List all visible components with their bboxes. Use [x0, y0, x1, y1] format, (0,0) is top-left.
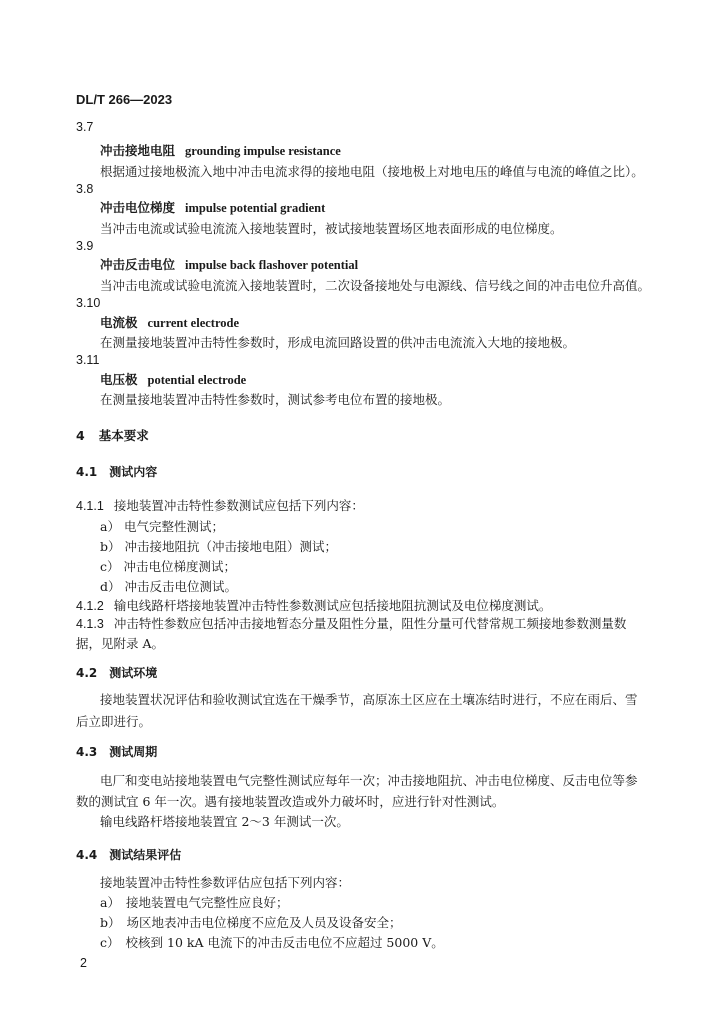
paragraph-line: 电厂和变电站接地装置电气完整性测试应每年一次；冲击接地阻抗、冲击电位梯度、反击电位等参 [100, 773, 638, 788]
paragraph-line: 接地装置状况评估和验收测试宜选在干燥季节，高原冻土区应在土壤冻结时进行，不应在雨后、雪 [100, 692, 638, 707]
clause-4-1-3 [76, 614, 626, 632]
term-title [100, 313, 239, 331]
list-label: b） [100, 539, 121, 554]
subsection-title: 测试结果评估 [109, 848, 182, 862]
list-item [100, 517, 224, 535]
section-title: 基本要求 [98, 428, 149, 443]
paragraph-line: 输电线路杆塔接地装置宜 2～3 年测试一次。 [100, 814, 349, 829]
list-text: 冲击接地阻抗（冲击接地电阻）测试； [124, 539, 338, 554]
page-number: 2 [80, 956, 87, 970]
term-number: 3.8 [76, 182, 94, 196]
subsection-number: 4.4 [76, 848, 98, 862]
list-text: 接地装置电气完整性应良好； [125, 895, 289, 910]
list-item [100, 893, 288, 911]
subsection-title: 测试环境 [109, 666, 158, 680]
term-definition: 当冲击电流或试验电流流入接地装置时，二次设备接地处与电源线、信号线之间的冲击电位升高值。 [100, 278, 651, 293]
term-title-en: grounding impulse resistance [185, 144, 341, 158]
subsection-number: 4.1 [76, 465, 98, 479]
list-item [100, 913, 402, 931]
list-item [100, 557, 236, 575]
term-title [100, 255, 358, 273]
term-title [100, 370, 246, 388]
clause-text-line1: 冲击特性参数应包括冲击接地暂态分量及阻性分量，阻性分量可代替常规工频接地参数测量数 [113, 616, 627, 631]
list-label: c） [100, 559, 120, 574]
term-definition: 根据通过接地极流入地中冲击电流求得的接地电阻（接地极上对地电压的峰值与电流的峰值之比）。 [100, 164, 644, 179]
clause-4-1-1 [76, 496, 364, 514]
standard-id-header: DL/T 266—2023 [76, 92, 173, 107]
term-number: 3.10 [76, 296, 101, 310]
clause-text-line2: 据，见附录 A。 [76, 636, 165, 651]
term-title-zh: 冲击反击电位 [100, 257, 176, 272]
section-number: 4 [76, 428, 85, 443]
subsection-heading [76, 463, 157, 480]
term-title-zh: 冲击接地电阻 [100, 143, 176, 158]
list-label: c） [100, 935, 120, 950]
term-title-zh: 电流极 [100, 315, 138, 330]
list-item [100, 537, 337, 555]
term-title-en: impulse back flashover potential [185, 258, 359, 272]
term-title-en: impulse potential gradient [185, 201, 326, 215]
list-text: 场区地表冲击电位梯度不应危及人员及设备安全； [126, 915, 402, 930]
list-item [100, 577, 237, 595]
subsection-heading [76, 743, 157, 760]
list-text: 电气完整性测试； [123, 519, 224, 534]
term-number: 3.7 [76, 120, 94, 134]
paragraph-line: 数的测试宜 6 年一次。遇有接地装置改造或外力破坏时，应进行针对性测试。 [76, 794, 505, 809]
term-number: 3.9 [76, 239, 94, 253]
subsection-number: 4.3 [76, 745, 98, 759]
list-label: d） [100, 579, 121, 594]
term-title [100, 141, 341, 159]
term-title [100, 198, 325, 216]
subsection-heading [76, 846, 181, 863]
clause-text: 输电线路杆塔接地装置冲击特性参数测试应包括接地阻抗测试及电位梯度测试。 [113, 598, 552, 613]
clause-4-1-2 [76, 596, 551, 614]
paragraph-line: 后立即进行。 [76, 714, 152, 729]
clause-number: 4.1.3 [76, 617, 104, 631]
subsection-number: 4.2 [76, 666, 98, 680]
term-number: 3.11 [76, 353, 100, 367]
list-label: a） [100, 895, 120, 910]
clause-text: 接地装置冲击特性参数测试应包括下列内容： [113, 498, 364, 513]
term-title-zh: 冲击电位梯度 [100, 200, 176, 215]
section-heading [76, 426, 149, 444]
list-item [100, 933, 444, 951]
term-title-en: current electrode [147, 316, 240, 330]
term-definition: 在测量接地装置冲击特性参数时，测试参考电位布置的接地极。 [100, 392, 451, 407]
term-title-zh: 电压极 [100, 372, 138, 387]
subsection-heading [76, 664, 157, 681]
clause-number: 4.1.1 [76, 499, 104, 513]
subsection-title: 测试内容 [109, 465, 158, 479]
list-text: 校核到 10 kA 电流下的冲击反击电位不应超过 5000 V。 [125, 935, 444, 950]
list-label: a） [100, 519, 120, 534]
list-text: 冲击电位梯度测试； [123, 559, 237, 574]
term-title-en: potential electrode [147, 373, 247, 387]
list-label: b） [100, 915, 121, 930]
term-definition: 当冲击电流或试验电流流入接地装置时，被试接地装置场区地表面形成的电位梯度。 [100, 221, 563, 236]
paragraph-line: 接地装置冲击特性参数评估应包括下列内容： [100, 875, 351, 890]
term-definition: 在测量接地装置冲击特性参数时，形成电流回路设置的供冲击电流流入大地的接地极。 [100, 335, 576, 350]
list-text: 冲击反击电位测试。 [124, 579, 238, 594]
clause-number: 4.1.2 [76, 599, 104, 613]
subsection-title: 测试周期 [109, 745, 158, 759]
